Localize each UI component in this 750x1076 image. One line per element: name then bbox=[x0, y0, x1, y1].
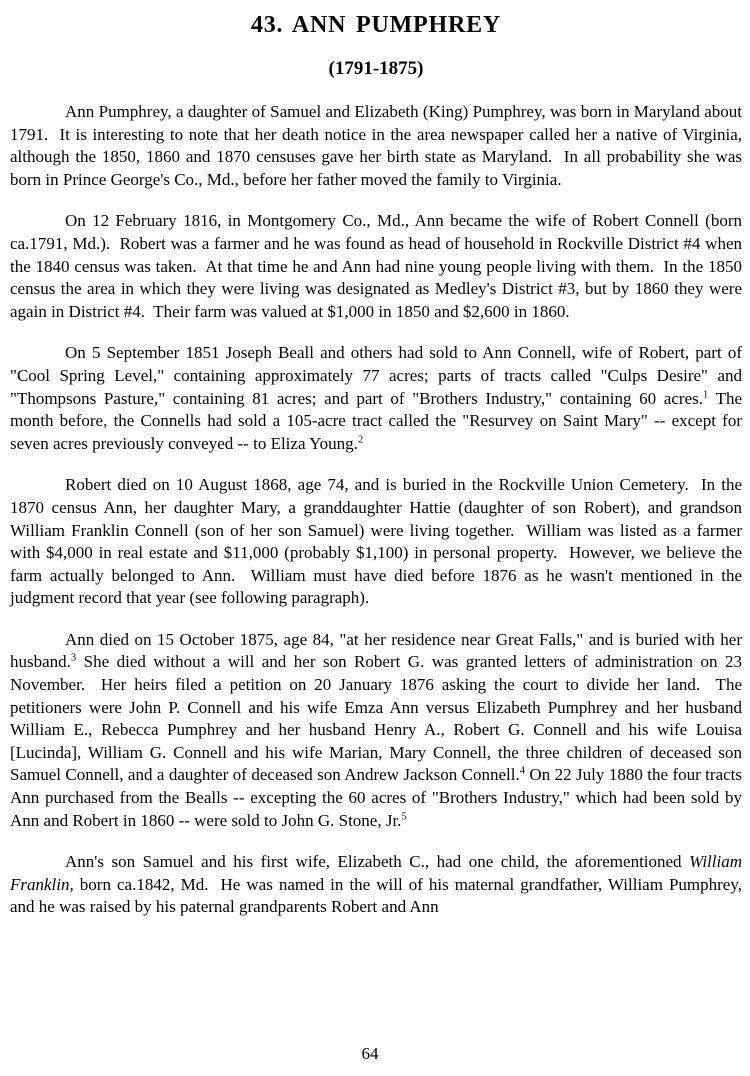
text-run: The month before, the Connells had sold a 105-acre tract called the "Resurvey on Saint Mary" -- except for seven acres previously conveyed -- to Eliza Young. bbox=[10, 388, 747, 453]
paragraph bbox=[10, 629, 747, 832]
text-run: Ann died on 15 October 1875, age 84, "at her residence near Great Falls," and is buried with her husband. bbox=[10, 629, 747, 672]
paragraph bbox=[10, 851, 747, 919]
text-run: William Franklin, bbox=[10, 852, 747, 894]
text-run: Ann Pumphrey, a daughter of Samuel and Elizabeth (King) Pumphrey, was born in Maryland about 1791. It is interesting to note that her death notice in the area newspaper called her a native of Virginia, although the 1850, 1860 and 1870 censuses gave her birth state as Maryland. In all probability she was born in Prince George's Co., Md., before her father moved the family to Virginia. bbox=[10, 102, 747, 189]
text-run: On 22 July 1880 the four tracts Ann purchased from the Bealls -- excepting the 60 acres of "Brothers Industry," which had been sold by Ann and Robert in 1860 -- were sold to John G. Stone, Jr. bbox=[10, 765, 746, 830]
paragraph bbox=[10, 342, 747, 455]
paragraph bbox=[10, 474, 747, 610]
text-run: Robert died on 10 August 1868, age 74, and is buried in the Rockville Union Cemetery. In the 1870 census Ann, her daughter Mary, a granddaughter Hattie (daughter of son Robert), and grandson William Franklin Connell (son of her son Samuel) were living together. William was listed as a farmer with $4,000 in real estate and $11,000 (probably $1,100) in personal property. However, we believe the farm actually belonged to Ann. William must have died before 1876 as he wasn't mentioned in the judgment record that year (see following paragraph). bbox=[10, 475, 747, 608]
footnote-marker: 5 bbox=[401, 810, 407, 822]
paragraph bbox=[10, 101, 747, 191]
text-run: On 12 February 1816, in Montgomery Co., Md., Ann became the wife of Robert Connell (born ca.1791, Md.). Robert was a farmer and he was found as head of household in Rockville District #4 when the 1840 census was taken. At that time he and Ann had nine young people living with them. In the 1850 census the area in which they were living was designated as Medley's District #3, but by 1860 they were again in District #4. Their farm was valued at $1,000 in 1850 and $2,600 in 1860. bbox=[10, 211, 747, 321]
footnote-marker: 1 bbox=[702, 388, 709, 400]
footnote-marker: 3 bbox=[70, 652, 77, 664]
footnote-marker: 2 bbox=[357, 434, 364, 446]
body-paragraphs bbox=[10, 101, 747, 919]
section-subtitle: (1791-1875) bbox=[328, 58, 424, 79]
text-run: On 5 September 1851 Joseph Beall and others had sold to Ann Connell, wife of Robert, part of "Cool Spring Level," containing approximately 77 acres; parts of tracts called "Culps Desire" and "Thompsons Pasture," containing 81 acres; and part of "Brothers Industry," containing 60 acres. bbox=[10, 343, 747, 408]
footnote-marker: 4 bbox=[519, 765, 525, 777]
page-number: 64 bbox=[361, 1044, 379, 1063]
paragraph bbox=[10, 210, 747, 323]
text-run: Ann's son Samuel and his first wife, Elizabeth C., had one child, the aforementioned bbox=[65, 852, 690, 872]
text-run: born ca.1842, Md. He was named in the will of his maternal grandfather, William Pumphrey, and he was raised by his paternal grandparents Robert and Ann bbox=[10, 874, 747, 917]
text-run: She died without a will and her son Robert G. was granted letters of administration on 23 November. Her heirs filed a petition on 20 January 1876 asking the court to divide her land. The petitioners were John P. Connell and his wife Emza Ann versus Elizabeth Pumphrey and her husband William E., Rebecca Pumphrey and her husband Henry A., Robert G. Connell and his wife Louisa [Lucinda], William G. Connell and his wife Marian, Mary Connell, the three children of deceased son Samuel Connell, and a daughter of deceased son Andrew Jackson Connell. bbox=[10, 652, 747, 785]
section-title: 43. ANN PUMPHREY bbox=[250, 12, 502, 38]
